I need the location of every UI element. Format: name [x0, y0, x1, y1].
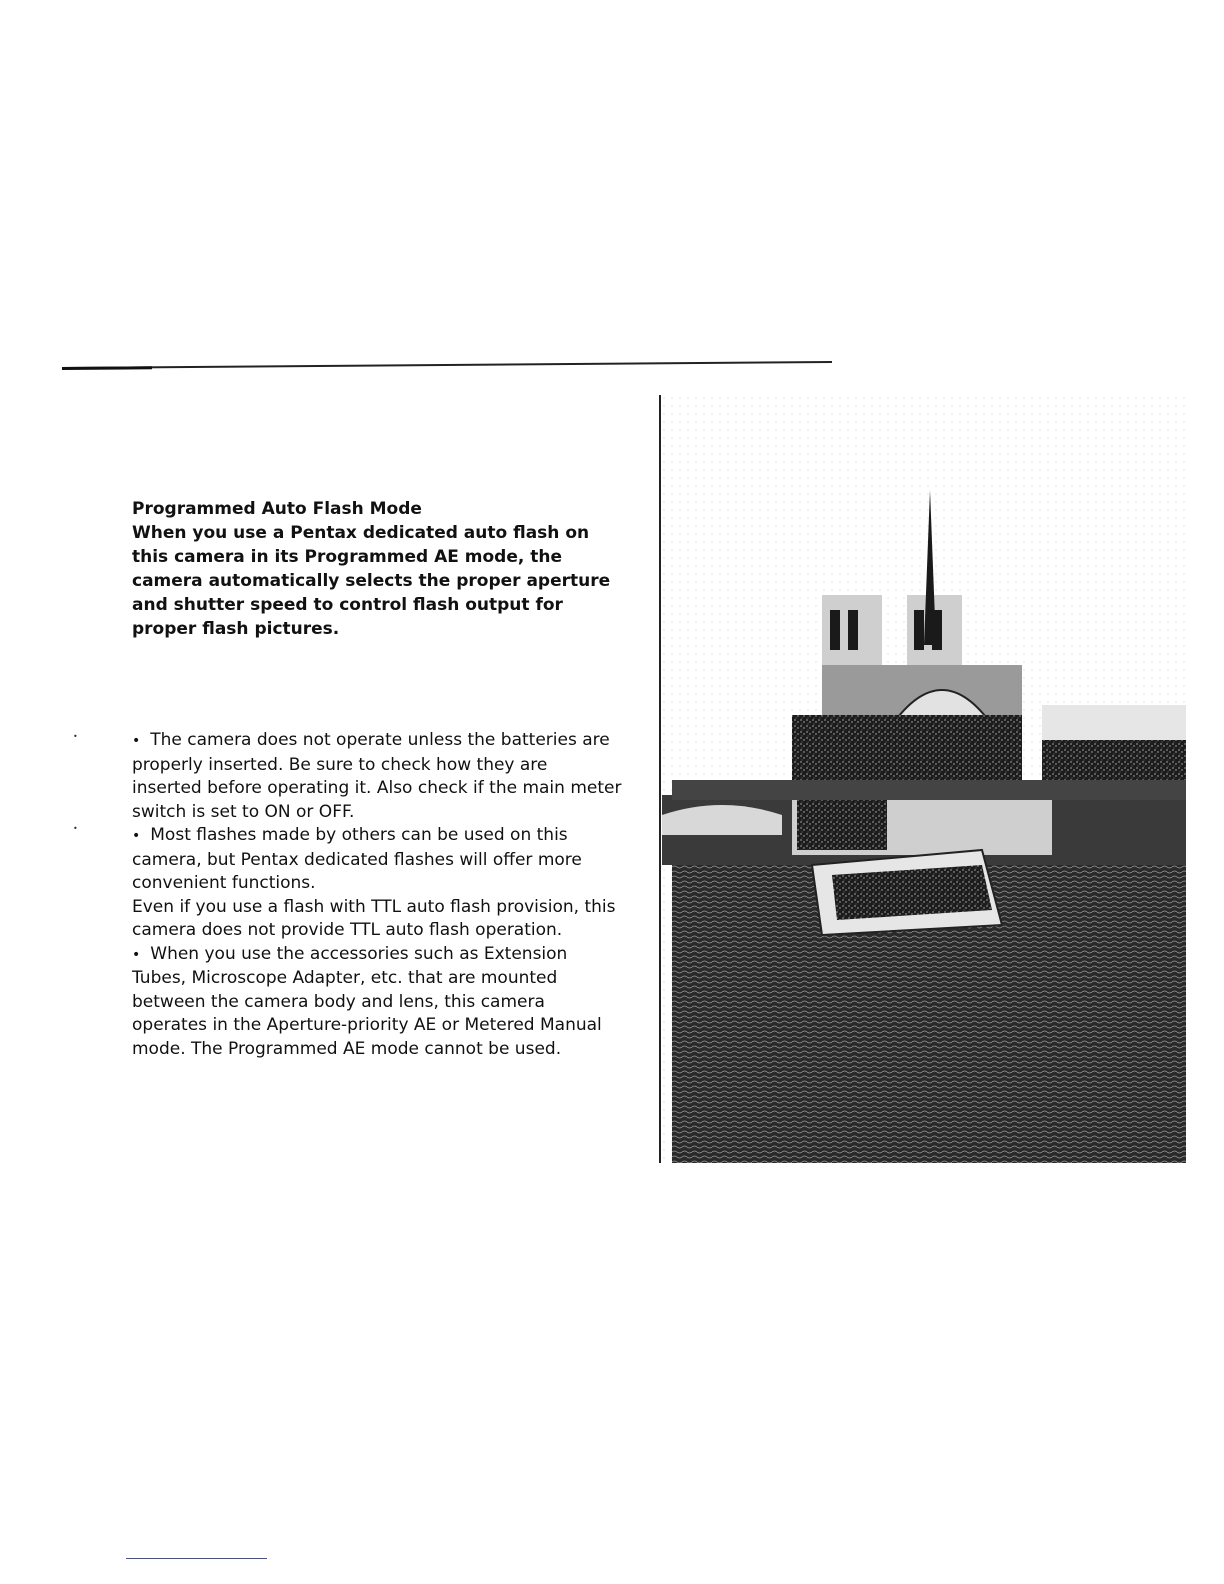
section-heading: Programmed Auto Flash Mode [132, 499, 422, 519]
notre-dame-photo [662, 395, 1186, 1163]
bottom-rule [126, 1558, 267, 1559]
note-item-continuation: Even if you use a flash with TTL auto flash provision, this camera does not provide TTL auto flash operation. [132, 896, 616, 940]
scan-speck: • [73, 824, 78, 833]
top-rule [62, 361, 832, 369]
scan-speck: • [73, 732, 78, 741]
photo-left-border [659, 395, 661, 1163]
section-intro: When you use a Pentax dedicated auto flash on this camera in its Programmed AE mode, the camera automatically selects the proper aperture and shutter speed to control flash output for proper flash pictures. [132, 523, 611, 639]
note-item: • Most flashes made by others can be used on this camera, but Pentax dedicated flashes will offer more convenient functions. [132, 825, 582, 893]
notes-list [132, 729, 622, 1061]
photo-graphic [662, 395, 1186, 1163]
bullet-icon: • [132, 946, 141, 963]
note-item: • When you use the accessories such as Extension Tubes, Microscope Adapter, etc. that are mounted between the camera body and lens, this camera operates in the Aperture-priority AE or Metered Manual mode. The Programmed AE mode cannot be used. [132, 943, 602, 1059]
note-item: • The camera does not operate unless the batteries are properly inserted. Be sure to check how they are inserted before operating it. Also check if the main meter switch is set to ON or OFF. [132, 730, 622, 822]
bullet-icon: • [132, 828, 141, 844]
bullet-icon: • [132, 733, 141, 749]
